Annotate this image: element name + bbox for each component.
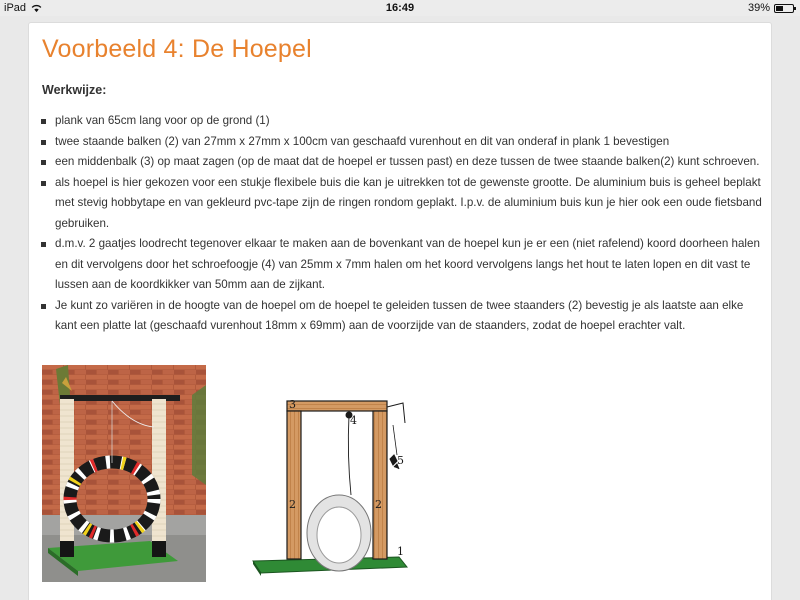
battery-level <box>776 6 783 11</box>
diagram-label-crossbar: 3 <box>289 398 296 411</box>
device-name: iPad <box>4 2 27 14</box>
hoop-photo[interactable] <box>42 365 206 582</box>
article-card <box>28 22 772 600</box>
step-item: twee staande balken (2) van 27mm x 27mm x 100cm van geschaafd vurenhout en dit van onderaf in plank 1 bevestigen <box>40 132 765 153</box>
battery-percentage: 39% <box>747 2 770 14</box>
battery-icon <box>774 4 794 13</box>
diagram-label-plank: 1 <box>397 545 404 558</box>
diagram-label-eye-screw: 4 <box>350 414 357 427</box>
step-item: als hoepel is hier gekozen voor een stukje flexibele buis die kan je uitrekken tot de gewenste grootte. De aluminium buis is geheel beplakt met stevig hobbytape en van gekleurd pvc-tape zijn de ringen rondom geplakt. I.p.v. de aluminium buis kun je hier ook een oude fietsband gebruiken. <box>40 173 765 235</box>
status-right <box>748 2 794 14</box>
page-title: Voorbeeld 4: De Hoepel <box>42 35 312 63</box>
diagram-label-post-left: 2 <box>289 498 296 511</box>
step-item: Je kunt zo variëren in de hoogte van de hoepel om de hoepel te geleiden tussen de twee staanders (2) bevestig je als laatste aan elke kant een platte lat (geschaafd vurenhout 18mm x 69mm) aan de voorzijde van de staanders, zodat de hoepel erachter valt. <box>40 296 765 337</box>
construction-diagram[interactable] <box>249 395 409 577</box>
step-item: plank van 65cm lang voor op de grond (1) <box>40 111 765 132</box>
diagram-label-post-right: 2 <box>375 498 382 511</box>
step-item: d.m.v. 2 gaatjes loodrecht tegenover elkaar te maken aan de bovenkant van de hoepel kun je er een (niet rafelend) koord doorheen halen en dit vervolgens door het schroefoogje (4) van 25mm x 7mm halen om het koord vervolgens langs het hout te laten lopen en dit vast te lussen aan de koordkikker van 50mm aan de zijkant. <box>40 234 765 296</box>
diagram-label-cleat: 5 <box>397 454 404 467</box>
step-item: een middenbalk (3) op maat zagen (op de maat dat de hoepel er tussen past) en deze tussen de twee staande balken(2) kunt schroeven. <box>40 152 765 173</box>
clock: 16:49 <box>385 2 415 14</box>
steps-list <box>40 111 765 337</box>
method-heading: Werkwijze: <box>42 83 107 97</box>
status-bar <box>0 0 800 16</box>
